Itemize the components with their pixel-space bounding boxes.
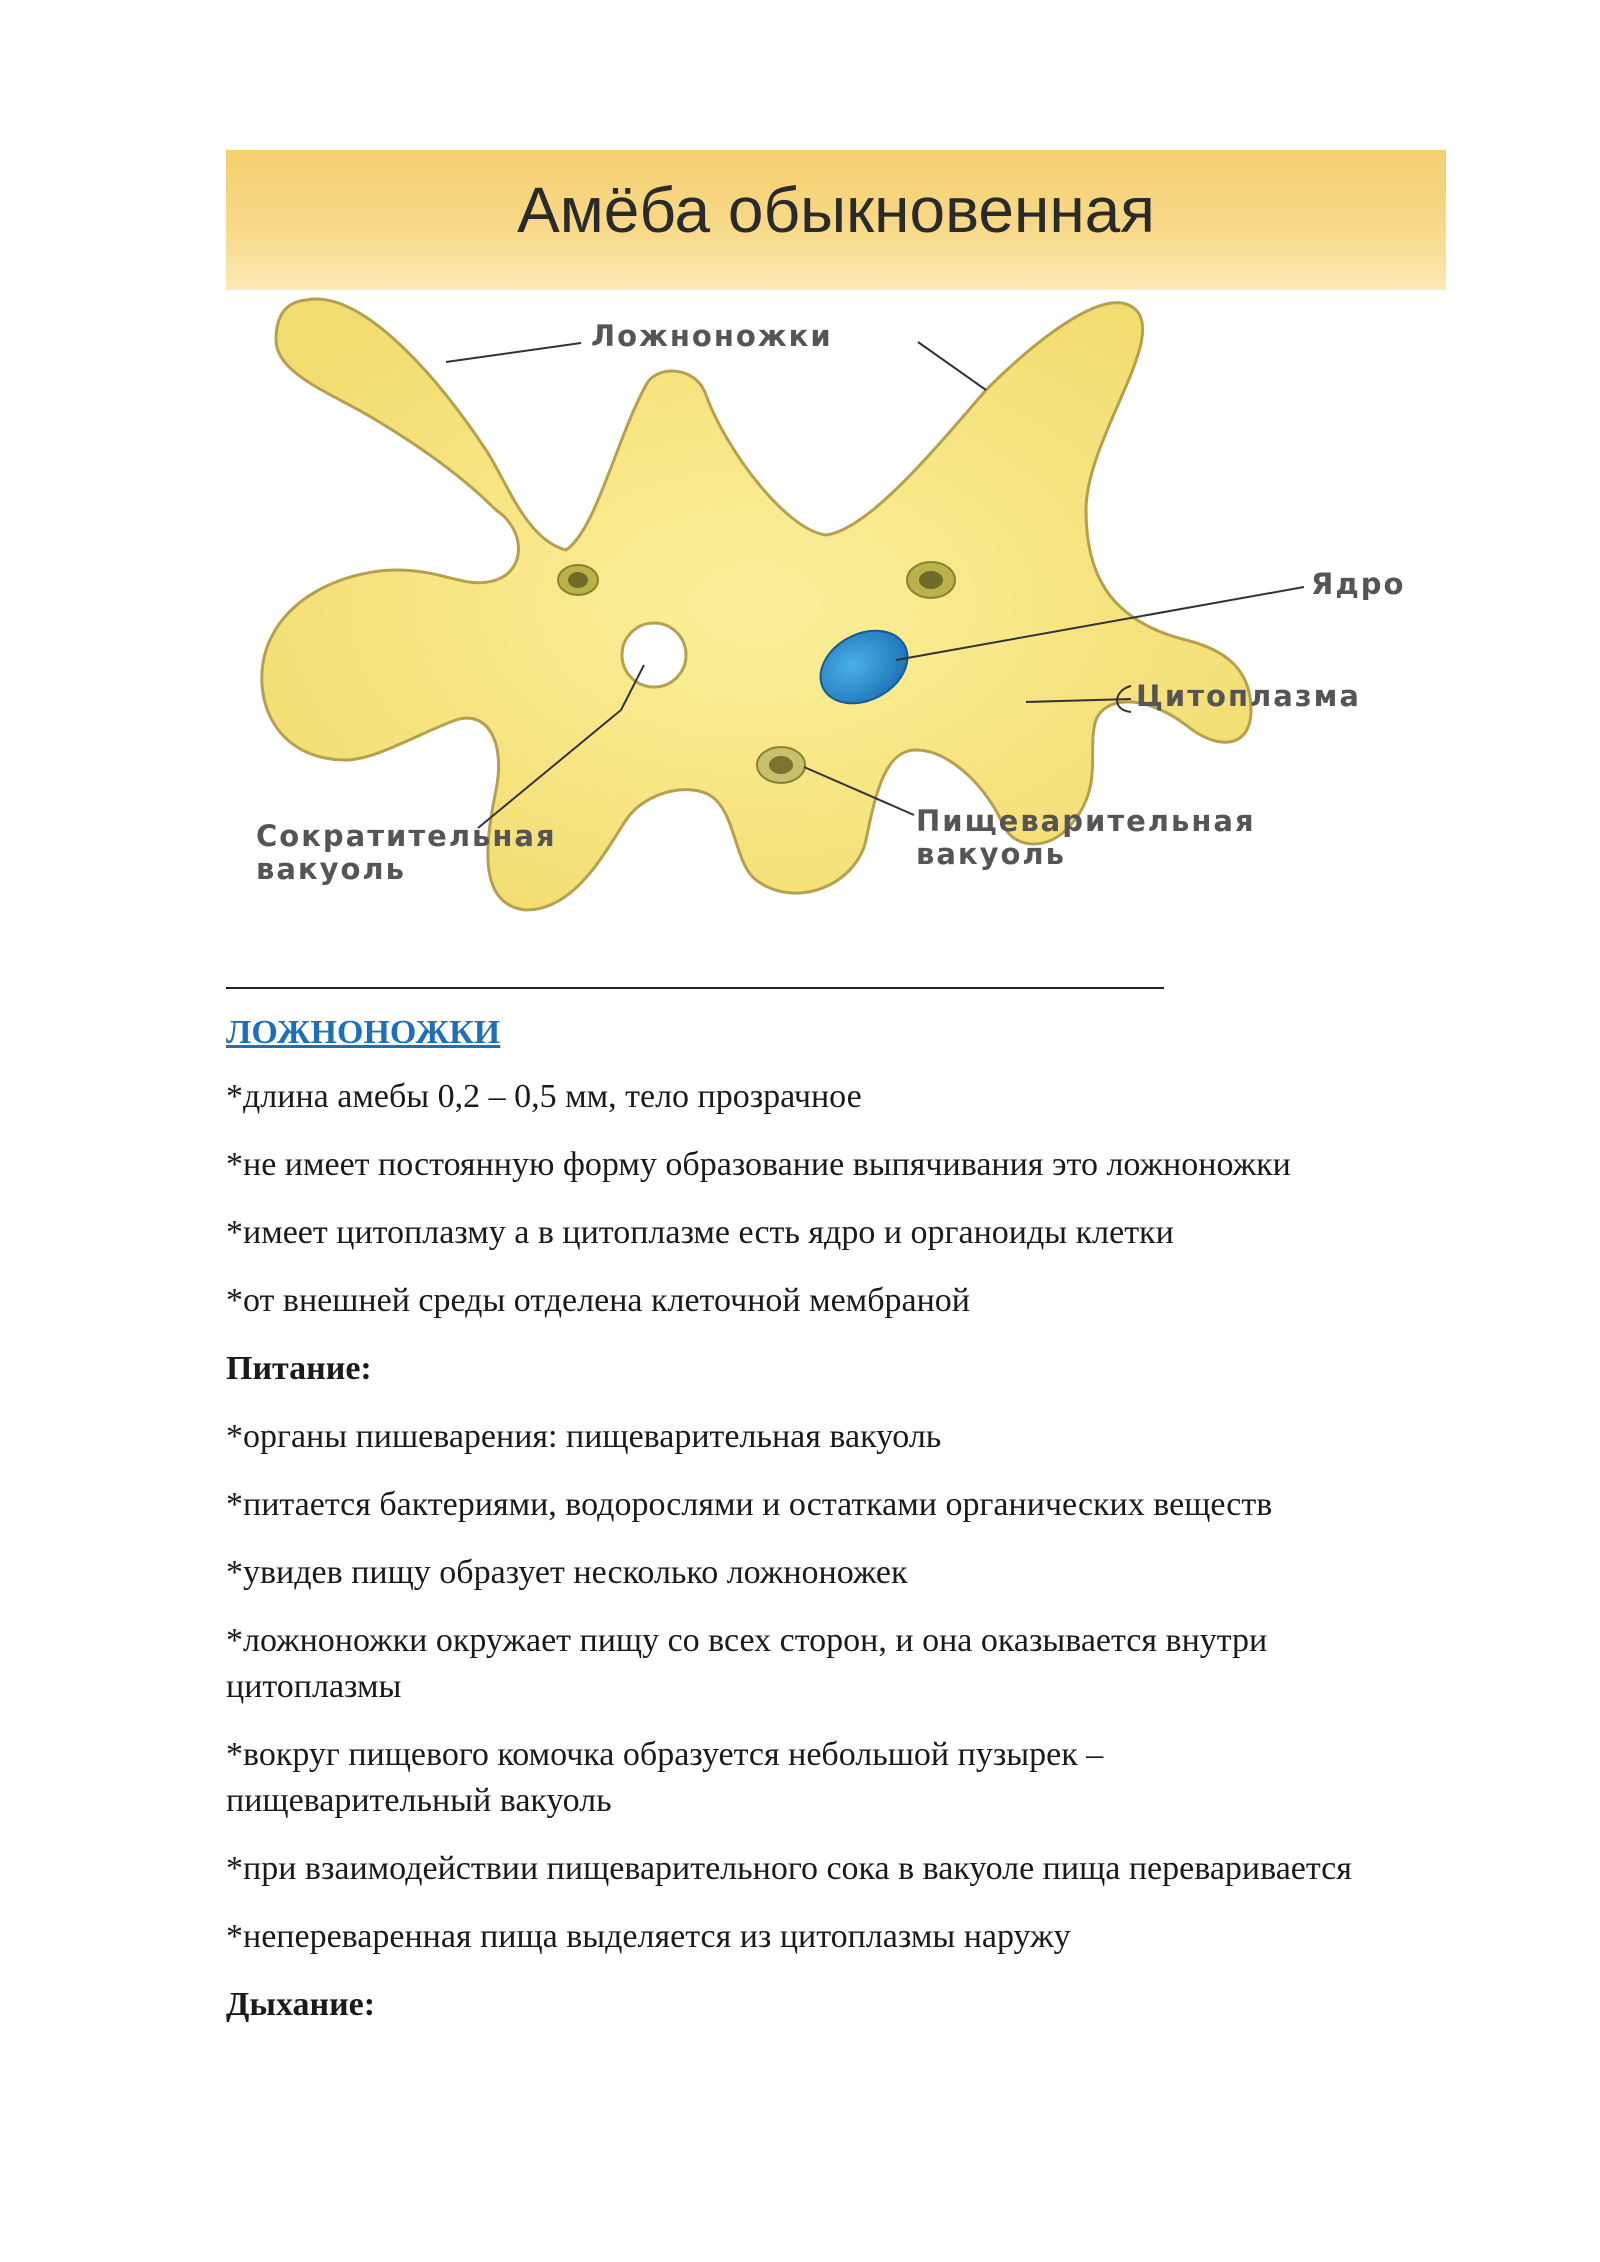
nutrition-item: *ложноножки окружает пищу со всех сторон, и она оказывается внутри цитоплазмы [226, 1622, 1268, 1705]
label-nucleus: Ядро [1311, 567, 1406, 601]
nutrition-item: *при взаимодействии пищеварительного сока в вакуоле пища переваривается [226, 1850, 1352, 1887]
amoeba-figure [226, 150, 1446, 930]
nutrition-item: *органы пишеварения: пищеварительная вакуоль [226, 1418, 942, 1455]
label-pseudopods: Ложноножки [591, 319, 833, 353]
label-contractile-vacuole [256, 820, 557, 887]
separator-rule [226, 987, 1164, 989]
nutrition-item: *вокруг пищевого комочка образуется небольшой пузырек – пищеварительный вакуоль [226, 1736, 1104, 1819]
structure-item: *не имеет постоянную форму образование выпячивания это ложноножки [226, 1146, 1291, 1183]
food-particle-right [907, 562, 955, 598]
label-contractile-line2: вакуоль [256, 852, 407, 887]
digestive-vacuole [757, 747, 805, 783]
structure-item: *от внешней среды отделена клеточной мембраной [226, 1282, 970, 1319]
figure-title: Амёба обыкновенная [517, 174, 1155, 246]
label-contractile-line1: Сократительная [256, 819, 557, 853]
structure-item: *имеет цитоплазму а в цитоплазме есть ядро и органоиды клетки [226, 1214, 1174, 1251]
amoeba-illustration [226, 150, 1446, 930]
nutrition-item: *непереваренная пища выделяется из цитоплазмы наружу [226, 1918, 1071, 1955]
food-particle-left [558, 565, 598, 595]
nutrition-item: *питается бактериями, водорослями и остатками органических веществ [226, 1486, 1273, 1523]
structure-item: *длина амебы 0,2 – 0,5 мм, тело прозрачное [226, 1078, 862, 1115]
document-body [226, 1010, 1526, 2050]
section-link-pseudopods[interactable]: ЛОЖНОНОЖКИ [226, 1014, 501, 1051]
nutrition-item: *увидев пищу образует несколько ложноножек [226, 1554, 908, 1591]
nutrition-heading: Питание: [226, 1350, 372, 1387]
contractile-vacuole [622, 623, 686, 687]
label-digestive-vacuole [916, 805, 1256, 872]
breathing-heading: Дыхание: [226, 1986, 376, 2023]
label-digestive-line2: вакуоль [916, 837, 1067, 872]
label-cytoplasm: Цитоплазма [1136, 679, 1361, 713]
label-digestive-line1: Пищеварительная [916, 804, 1256, 838]
